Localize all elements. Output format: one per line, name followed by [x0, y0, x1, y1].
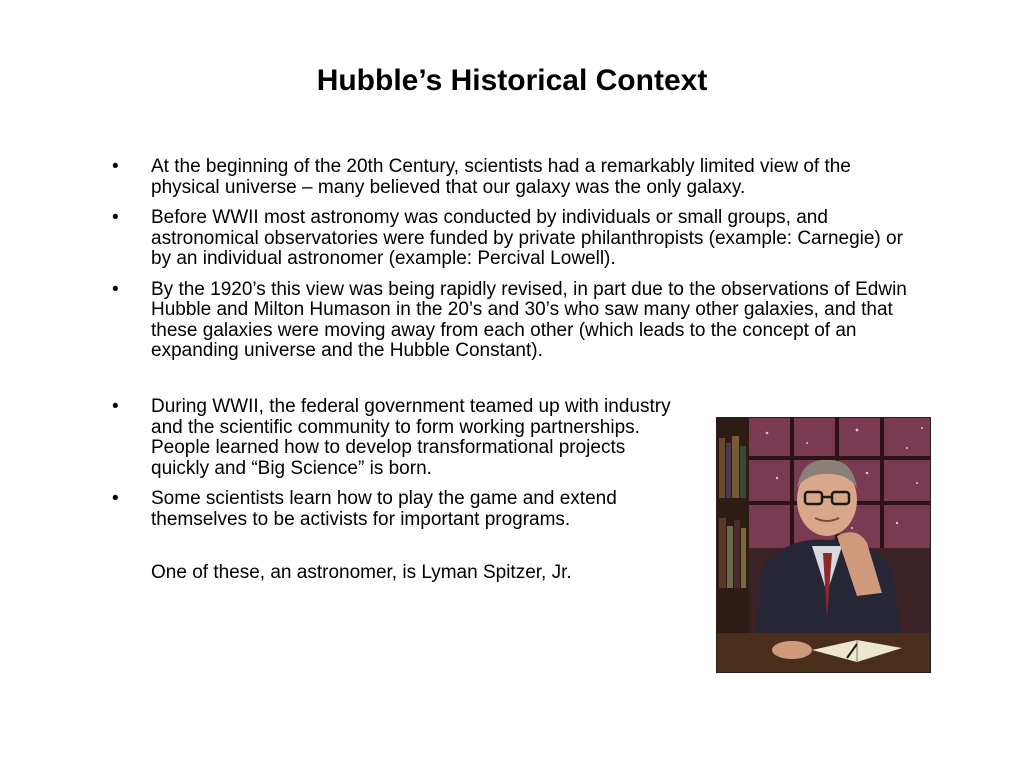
portrait-photo: [716, 417, 931, 673]
bullet-list-bottom: [112, 397, 682, 540]
bullet-item: • At the beginning of the 20th Century, scientists had a remarkably limited view of the physical universe – many believed that our galaxy was the only galaxy.: [112, 157, 912, 198]
closing-note: One of these, an astronomer, is Lyman Spitzer, Jr.: [151, 562, 572, 583]
bullet-item: • By the 1920’s this view was being rapidly revised, in part due to the observations of Edwin Hubble and Milton Humason in the 20’s and 30’s who saw many other galaxies, and that these galaxies were moving away from each other (which leads to the concept of an expanding universe and the Hubble Constant).: [112, 280, 912, 362]
bullet-item: • Some scientists learn how to play the game and extend themselves to be activists for important programs.: [112, 489, 682, 530]
portrait-illustration: [717, 418, 931, 673]
slide-title: Hubble’s Historical Context: [316, 64, 708, 97]
bullet-item: • Before WWII most astronomy was conducted by individuals or small groups, and astronomical observatories were funded by private philanthropists (example: Carnegie) or by an individual astronomer (example: Percival Lowell).: [112, 208, 912, 270]
bullet-item: • During WWII, the federal government teamed up with industry and the scientific community to form working partnerships. People learned how to develop transformational projects quickly and “Big Science” is born.: [112, 397, 682, 479]
bullet-list-top: [112, 157, 912, 372]
